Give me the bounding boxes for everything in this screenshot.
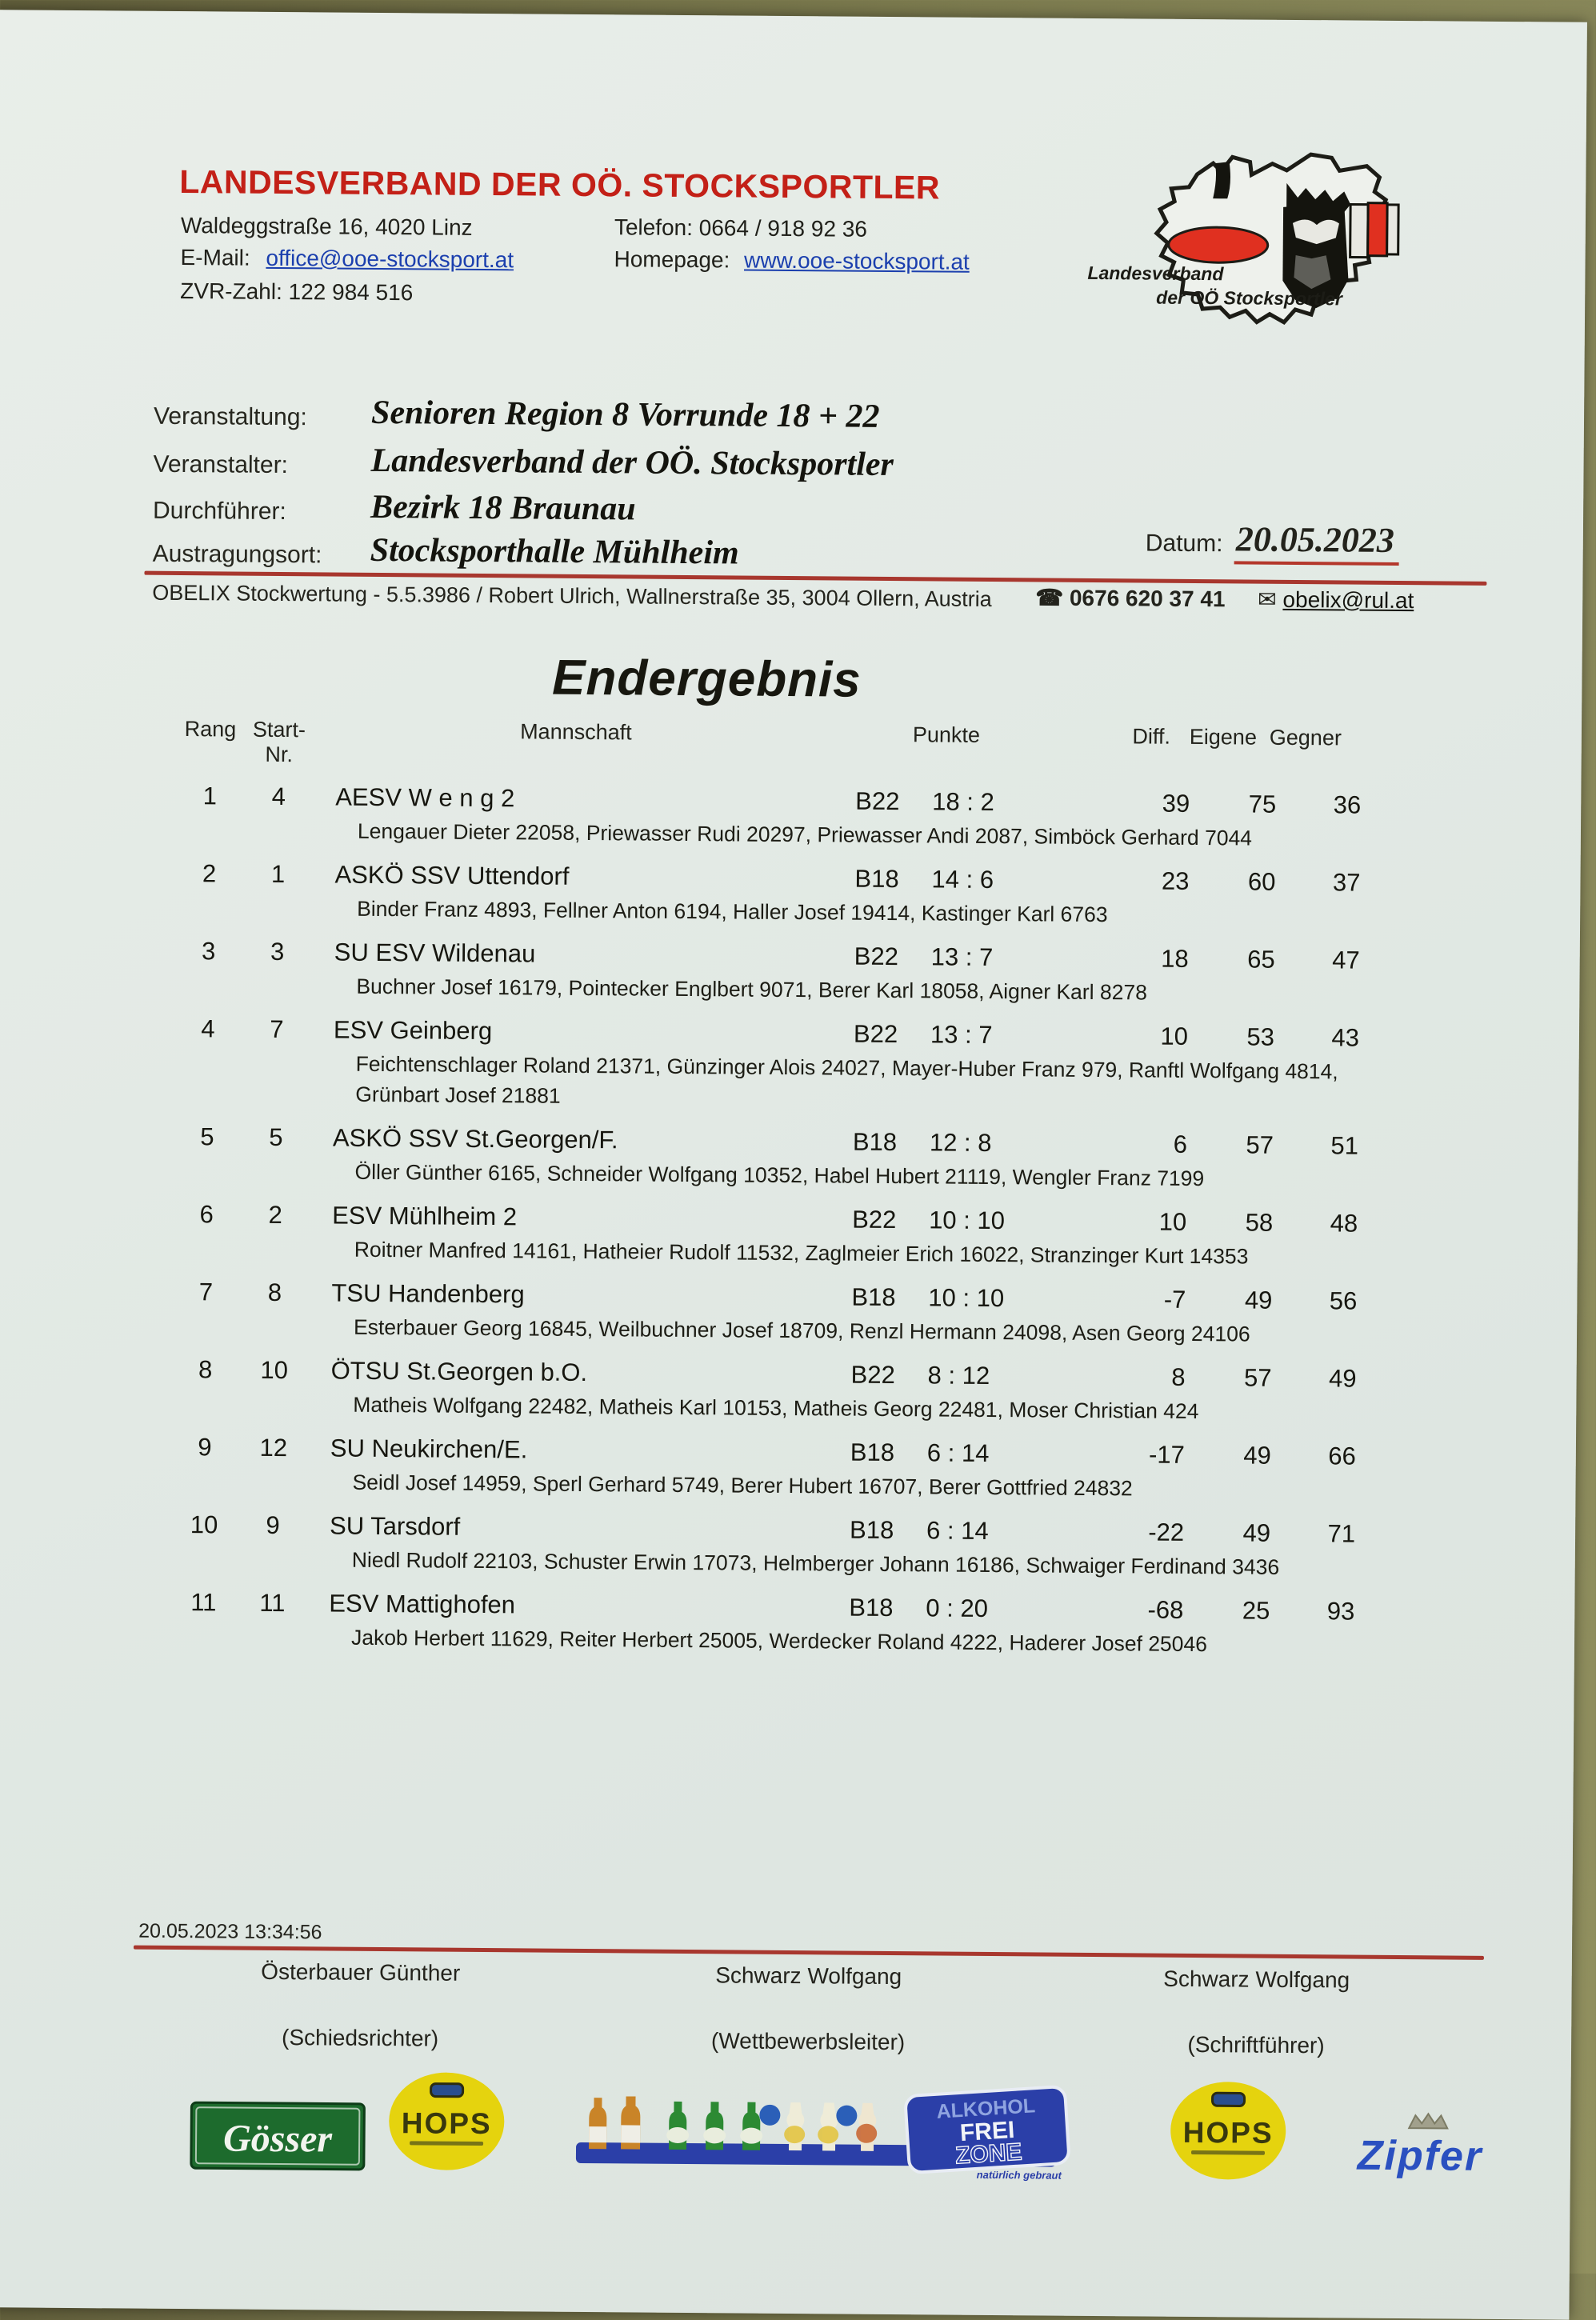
punkte-cell: 13 : 7 <box>930 1020 993 1050</box>
svg-text:FREI: FREI <box>958 2116 1016 2147</box>
obelix-software-line: OBELIX Stockwertung - 5.5.3986 / Robert Ulrich, Wallnerstraße 35, 3004 Ollern, Austria <box>152 580 992 611</box>
punkte-cell: 8 : 12 <box>927 1361 990 1390</box>
group-cell: B18 <box>851 1282 896 1312</box>
eigene-cell: 49 <box>1242 1518 1271 1547</box>
eigene-cell: 75 <box>1248 790 1277 818</box>
result-row <box>0 776 1590 856</box>
signature-schiedsrichter <box>136 1958 585 2053</box>
email-label: E-Mail: <box>180 245 250 270</box>
org-name: LANDESVERBAND DER OÖ. STOCKSPORTLER <box>179 162 941 206</box>
event-value-austragungsort: Stocksporthalle Mühlheim <box>370 531 739 572</box>
team-cell: TSU Handenberg <box>331 1278 525 1309</box>
org-address: Waldeggstraße 16, 4020 Linz <box>180 213 473 240</box>
col-header-rang: Rang <box>184 717 237 742</box>
beer-bottles-icons <box>589 2096 878 2151</box>
eigene-cell: 49 <box>1243 1441 1271 1470</box>
players-line: Öller Günther 6165, Schneider Wolfgang 10352, Habel Hubert 21119, Wengler Franz 7199 <box>354 1159 1205 1191</box>
result-row <box>0 1117 1587 1197</box>
punkte-cell: 13 : 7 <box>930 942 994 972</box>
diff-cell: 39 <box>1162 789 1190 818</box>
diff-cell: 10 <box>1158 1207 1187 1236</box>
eigene-cell: 53 <box>1246 1022 1275 1051</box>
team-cell: SU ESV Wildenau <box>334 938 536 968</box>
page-title: Endergebnis <box>551 650 862 708</box>
rank-cell: 8 <box>198 1355 213 1384</box>
rank-cell: 4 <box>201 1014 215 1043</box>
hops-logo-right <box>1169 2080 1288 2182</box>
austria-flag-icon <box>1350 202 1399 257</box>
alkoholfrei-zone-banner <box>571 2082 1100 2182</box>
punkte-cell: 0 : 20 <box>926 1594 989 1622</box>
diff-cell: -17 <box>1148 1440 1185 1469</box>
gegner-cell: 37 <box>1332 868 1361 897</box>
signature-name: Österbauer Günther <box>261 1958 461 1986</box>
gegner-cell: 56 <box>1329 1286 1358 1315</box>
eigene-cell: 57 <box>1243 1363 1272 1392</box>
diff-cell: -22 <box>1148 1518 1185 1546</box>
group-cell: B22 <box>855 786 900 816</box>
players-line: Feichtenschlager Roland 21371, Günzinger Alois 24027, Mayer-Huber Franz 979, Ranftl Wolfgang 4814, <box>355 1051 1338 1084</box>
result-row <box>0 1272 1586 1352</box>
gegner-cell: 49 <box>1328 1364 1357 1393</box>
signature-wettbewerbsleiter <box>584 1962 1033 2056</box>
players-line: Matheis Wolfgang 22482, Matheis Karl 10153, Matheis Georg 22481, Moser Christian 424 <box>353 1392 1199 1424</box>
table-header-row <box>0 715 1590 778</box>
players-line: Lengauer Dieter 22058, Priewasser Rudi 20297, Priewasser Andi 2087, Simböck Gerhard 7044 <box>357 818 1253 850</box>
diff-cell: -68 <box>1147 1595 1184 1624</box>
group-cell: B18 <box>849 1515 894 1545</box>
event-value-durchfuehrer: Bezirk 18 Braunau <box>370 488 636 528</box>
result-row <box>0 1194 1586 1274</box>
gegner-cell: 66 <box>1328 1442 1356 1470</box>
group-cell: B18 <box>854 864 899 894</box>
diff-cell: 23 <box>1161 866 1190 895</box>
startnr-cell: 10 <box>260 1355 289 1385</box>
players-line: Roitner Manfred 14161, Hatheier Rudolf 11532, Zaglmeier Erich 16022, Stranzinger Kurt 14353 <box>354 1237 1249 1269</box>
freizone-sign <box>905 2086 1070 2173</box>
group-cell: B18 <box>850 1438 895 1467</box>
gegner-cell: 47 <box>1332 946 1360 974</box>
footer-divider-rule <box>134 1946 1484 1960</box>
paper-sheet <box>0 10 1587 2320</box>
startnr-cell: 7 <box>270 1014 284 1044</box>
col-header-diff: Diff. <box>1132 724 1171 749</box>
col-header-gegner: Gegner <box>1269 725 1342 750</box>
logo-caption-line1: Landesverband <box>1087 262 1224 285</box>
event-label-austragungsort: Austragungsort: <box>152 540 322 569</box>
rank-cell: 10 <box>190 1510 218 1539</box>
svg-text:HOPS: HOPS <box>401 2106 492 2141</box>
rank-cell: 7 <box>198 1278 214 1306</box>
col-header-mannschaft: Mannschaft <box>520 719 632 745</box>
startnr-cell: 5 <box>269 1122 283 1152</box>
envelope-icon: ✉ <box>1258 586 1277 612</box>
rank-cell: 9 <box>198 1433 212 1462</box>
eigene-cell: 65 <box>1247 945 1275 974</box>
zipfer-crown-icon <box>1409 2114 1447 2128</box>
print-timestamp: 20.05.2023 13:34:56 <box>138 1919 322 1944</box>
org-zvr: ZVR-Zahl: 122 984 516 <box>180 278 414 306</box>
punkte-cell: 6 : 14 <box>926 1516 989 1545</box>
group-cell: B22 <box>854 942 899 971</box>
players-line: Jakob Herbert 11629, Reiter Herbert 25005, Werdecker Roland 4222, Haderer Josef 25046 <box>350 1625 1208 1657</box>
gegner-cell: 93 <box>1326 1597 1355 1626</box>
svg-text:natürlich gebraut: natürlich gebraut <box>976 2168 1062 2182</box>
datum-value: 20.05.2023 <box>1234 518 1399 566</box>
sponsor-strip <box>0 2061 1580 2218</box>
results-table <box>0 715 1590 1673</box>
eigene-cell: 60 <box>1247 867 1276 896</box>
result-row <box>0 1505 1584 1585</box>
startnr-cell: 12 <box>259 1433 288 1462</box>
team-cell: ESV Mattighofen <box>329 1589 516 1619</box>
result-row <box>0 1350 1586 1430</box>
rank-cell: 3 <box>202 937 216 966</box>
signature-role: (Wettbewerbsleiter) <box>710 2028 906 2055</box>
team-cell: ESV Geinberg <box>333 1015 493 1046</box>
diff-cell: 18 <box>1161 944 1189 973</box>
obelix-email[interactable]: ✉ obelix@rul.at <box>1258 586 1414 614</box>
association-logo <box>1086 126 1423 344</box>
result-row <box>0 1582 1583 1662</box>
punkte-cell: 18 : 2 <box>932 787 994 817</box>
event-value-veranstalter: Landesverband der OÖ. Stocksportler <box>370 442 894 484</box>
players-line: Binder Franz 4893, Fellner Anton 6194, Haller Josef 19414, Kastinger Karl 6763 <box>357 896 1108 927</box>
group-cell: B22 <box>850 1360 895 1390</box>
signature-name: Schwarz Wolfgang <box>715 1962 902 1990</box>
startnr-cell: 4 <box>271 782 286 811</box>
svg-text:HOPS: HOPS <box>1182 2115 1274 2150</box>
gegner-cell: 43 <box>1331 1023 1360 1052</box>
svg-text:ZONE: ZONE <box>954 2138 1023 2170</box>
startnr-cell: 8 <box>267 1278 282 1307</box>
players-line: Buchner Josef 16179, Pointecker Englbert 9071, Berer Karl 18058, Aigner Karl 8278 <box>356 974 1148 1005</box>
group-cell: B18 <box>849 1593 894 1622</box>
svg-text:Zipfer: Zipfer <box>1357 2132 1483 2180</box>
event-label-durchfuehrer: Durchführer: <box>152 497 286 526</box>
org-email-row <box>180 245 514 273</box>
team-cell: ASKÖ SSV St.Georgen/F. <box>332 1123 618 1154</box>
org-homepage-row <box>614 246 969 274</box>
players-line: Esterbauer Georg 16845, Weilbuchner Josef 18709, Renzl Hermann 24098, Asen Georg 24106 <box>353 1314 1250 1346</box>
diff-cell: -7 <box>1163 1285 1186 1314</box>
gegner-cell: 51 <box>1330 1131 1359 1160</box>
eigene-cell: 49 <box>1244 1286 1273 1314</box>
team-cell: SU Tarsdorf <box>329 1511 461 1541</box>
col-header-eigene: Eigene <box>1189 724 1258 750</box>
result-row <box>0 854 1590 934</box>
team-cell: SU Neukirchen/E. <box>330 1434 528 1464</box>
homepage-label: Homepage: <box>614 246 730 273</box>
startnr-cell: 3 <box>270 937 285 966</box>
signature-block <box>136 1958 1481 2060</box>
rank-cell: 6 <box>199 1200 214 1229</box>
diff-cell: 8 <box>1171 1362 1186 1391</box>
signature-role: (Schriftführer) <box>1187 2031 1325 2058</box>
diff-cell: 6 <box>1173 1130 1188 1158</box>
phone-icon: ☎ <box>1035 585 1064 610</box>
punkte-cell: 14 : 6 <box>931 865 994 894</box>
event-label-veranstaltung: Veranstaltung: <box>153 402 307 431</box>
svg-text:Gösser: Gösser <box>222 2117 333 2161</box>
startnr-cell: 1 <box>270 859 286 889</box>
gegner-cell: 48 <box>1330 1209 1358 1238</box>
punkte-cell: 6 : 14 <box>926 1438 990 1467</box>
eigene-cell: 57 <box>1246 1130 1274 1159</box>
result-row <box>0 1009 1588 1119</box>
punkte-cell: 10 : 10 <box>929 1206 1006 1235</box>
svg-text:ALKOHOL: ALKOHOL <box>935 2094 1036 2123</box>
group-cell: B18 <box>852 1127 898 1157</box>
signature-role: (Schiedsrichter) <box>281 2025 439 2051</box>
startnr-cell: 11 <box>259 1588 286 1618</box>
col-header-punkte: Punkte <box>912 722 981 747</box>
team-cell: ÖTSU St.Georgen b.O. <box>330 1356 588 1387</box>
stock-puck-icon <box>1169 227 1268 263</box>
players-line: Seidl Josef 14959, Sperl Gerhard 5749, Berer Hubert 16707, Berer Gottfried 24832 <box>352 1470 1133 1501</box>
org-phone: Telefon: 0664 / 918 92 36 <box>614 214 868 242</box>
startnr-cell: 2 <box>268 1200 282 1230</box>
col-header-start: Start-Nr. <box>252 717 306 767</box>
eigene-cell: 58 <box>1245 1208 1274 1237</box>
gegner-cell: 71 <box>1327 1519 1356 1548</box>
diff-cell: 10 <box>1160 1022 1189 1050</box>
logo-caption-line2: der OÖ Stocksportler <box>1156 286 1342 310</box>
obelix-phone: ☎ 0676 620 37 41 <box>1035 585 1226 612</box>
players-line: Grünbart Josef 21881 <box>355 1082 561 1108</box>
homepage-link[interactable]: www.ooe-stocksport.at <box>743 247 970 274</box>
email-link[interactable]: office@ooe-stocksport.at <box>266 245 514 273</box>
event-label-veranstalter: Veranstalter: <box>153 450 289 479</box>
rank-cell: 5 <box>200 1122 214 1151</box>
zipfer-logo <box>1332 2106 1517 2188</box>
startnr-cell: 9 <box>266 1510 280 1540</box>
players-line: Niedl Rudolf 22103, Schuster Erwin 17073, Helmberger Johann 16186, Schwaiger Ferdinand 3436 <box>351 1547 1280 1579</box>
rank-cell: 11 <box>190 1588 217 1617</box>
eigene-cell: 25 <box>1242 1596 1270 1625</box>
team-cell: ASKÖ SSV Uttendorf <box>334 860 570 890</box>
hops-logo-left <box>387 2070 506 2172</box>
goesser-logo <box>190 2101 366 2171</box>
punkte-cell: 10 : 10 <box>928 1283 1005 1313</box>
event-value-veranstaltung: Senioren Region 8 Vorrunde 18 + 22 <box>370 394 880 435</box>
group-cell: B22 <box>852 1205 897 1234</box>
signature-name: Schwarz Wolfgang <box>1163 1966 1350 1993</box>
col-header-group <box>836 741 913 742</box>
result-row <box>0 1427 1585 1507</box>
gegner-cell: 36 <box>1333 790 1362 819</box>
team-cell: ESV Mühlheim 2 <box>332 1201 518 1231</box>
team-cell: AESV W e n g 2 <box>335 782 515 813</box>
result-row <box>0 931 1589 1011</box>
signature-schriftfuehrer <box>1032 1965 1481 2059</box>
group-cell: B22 <box>853 1019 898 1049</box>
punkte-cell: 12 : 8 <box>929 1128 992 1157</box>
datum-label: Datum: <box>1145 530 1223 558</box>
rank-cell: 1 <box>202 782 218 810</box>
rank-cell: 2 <box>202 859 217 888</box>
